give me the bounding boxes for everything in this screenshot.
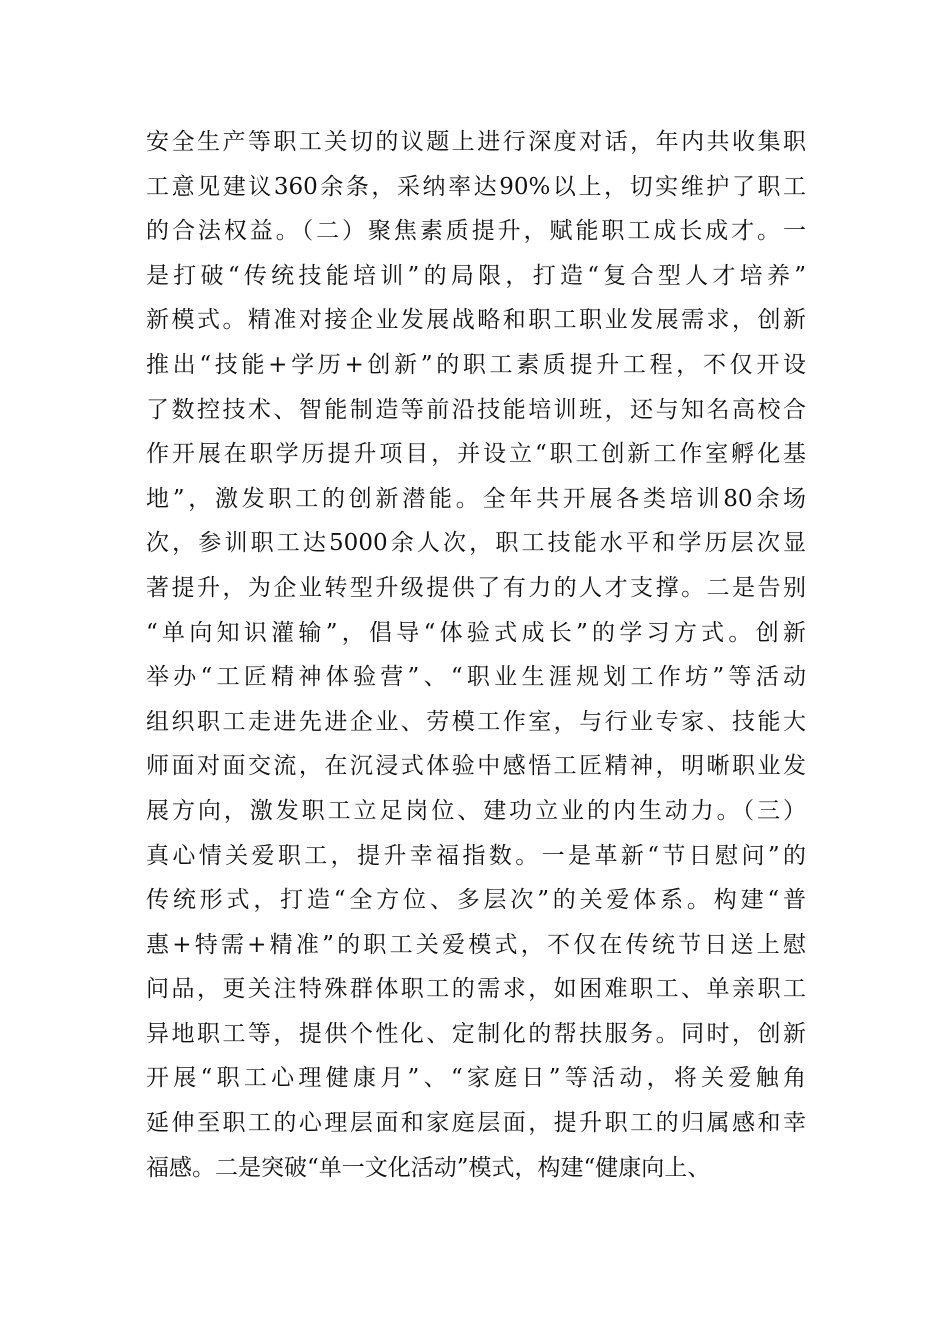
text-line: 延伸至职工的心理层面和家庭层面，提升职工的归属感和幸: [146, 1110, 806, 1137]
text-line: 惠+特需+精准”的职工关爱模式，不仅在传统节日送上慰: [146, 931, 806, 958]
text-line: 工意见建议360余条，采纳率达90%以上，切实维护了职工: [146, 173, 806, 200]
text-line: 是打破“传统技能培训”的局限，打造“复合型人才培养”: [146, 262, 806, 289]
text-line: 安全生产等职工关切的议题上进行深度对话，年内共收集职: [146, 129, 806, 155]
text-line: 传统形式，打造“全方位、多层次”的关爱体系。构建“普: [146, 887, 806, 914]
body-text: [146, 120, 806, 1190]
text-line: 了数控技术、智能制造等前沿技能培训班，还与知名高校合: [146, 396, 806, 423]
text-line: 真心情关爱职工，提升幸福指数。一是革新“节日慰问”的: [146, 842, 806, 869]
text-line: 地”，激发职工的创新潜能。全年共开展各类培训80余场: [146, 485, 806, 512]
text-line: 推出“技能+学历+创新”的职工素质提升工程，不仅开设: [146, 351, 806, 378]
text-line: 次，参训职工达5000余人次，职工技能水平和学历层次显: [146, 530, 806, 557]
text-line: 问品，更关注特殊群体职工的需求，如困难职工、单亲职工: [146, 976, 806, 1003]
text-line: 新模式。精准对接企业发展战略和职工职业发展需求，创新: [146, 307, 806, 334]
text-line: 著提升，为企业转型升级提供了有力的人才支撑。二是告别: [146, 574, 806, 601]
text-line: 福感。二是突破“单一文化活动”模式，构建“健康向上、: [146, 1154, 711, 1181]
text-line: “单向知识灌输”，倡导“体验式成长”的学习方式。创新: [146, 619, 806, 646]
text-line: 展方向，激发职工立足岗位、建功立业的内生动力。（三）: [146, 797, 806, 824]
text-line: 作开展在职学历提升项目，并设立“职工创新工作室孵化基: [146, 441, 806, 468]
text-line: 开展“职工心理健康月”、“家庭日”等活动，将关爱触角: [146, 1065, 806, 1092]
text-line: 师面对面交流，在沉浸式体验中感悟工匠精神，明晰职业发: [146, 753, 806, 780]
text-line: 组织职工走进先进企业、劳模工作室，与行业专家、技能大: [146, 708, 806, 735]
text-line: 举办“工匠精神体验营”、“职业生涯规划工作坊”等活动: [146, 664, 806, 691]
text-line: 异地职工等，提供个性化、定制化的帮扶服务。同时，创新: [146, 1020, 806, 1047]
text-line: 的合法权益。（二）聚焦素质提升，赋能职工成长成才。一: [146, 218, 806, 245]
